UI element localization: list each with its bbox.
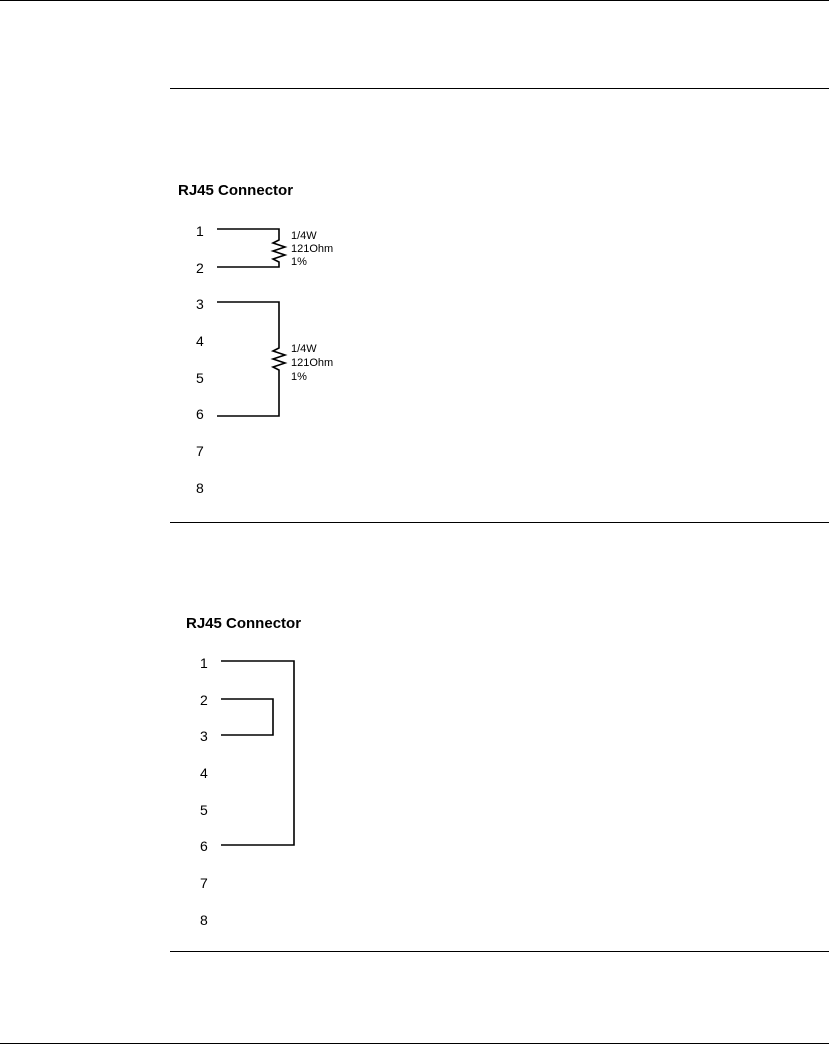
pin-label-6: 6 — [196, 406, 204, 422]
pin-label-7: 7 — [196, 443, 204, 459]
pin-label-4: 4 — [200, 765, 208, 781]
pin-label-6: 6 — [200, 838, 208, 854]
pin-label-4: 4 — [196, 333, 204, 349]
pin-label-2: 2 — [196, 260, 204, 276]
resistor-1-circuit — [217, 229, 285, 267]
loop-wire-pin2-pin3 — [221, 699, 273, 735]
resistor-1-tolerance: 1% — [291, 256, 307, 268]
resistor-2-power: 1/4W — [291, 343, 317, 355]
resistor-1-resistance: 121Ohm — [291, 243, 334, 255]
connector-title: RJ45 Connector — [186, 615, 302, 632]
rj45-diagram-loopback — [186, 615, 301, 928]
pin-label-1: 1 — [200, 655, 208, 671]
pin-label-7: 7 — [200, 875, 208, 891]
resistor-2-resistance: 121Ohm — [291, 357, 334, 369]
pin-label-1: 1 — [196, 223, 204, 239]
pin-label-2: 2 — [200, 692, 208, 708]
pin-label-3: 3 — [196, 296, 204, 312]
pin-label-3: 3 — [200, 728, 208, 744]
pin-label-8: 8 — [196, 480, 204, 496]
connector-title: RJ45 Connector — [178, 182, 294, 199]
resistor-1-power: 1/4W — [291, 230, 317, 242]
loop-wire-pin1-pin6 — [221, 661, 294, 845]
pin-label-5: 5 — [200, 802, 208, 818]
rj45-diagram-terminator-resistors — [178, 182, 333, 496]
resistor-2-tolerance: 1% — [291, 371, 307, 383]
pin-label-5: 5 — [196, 370, 204, 386]
resistor-2-circuit — [217, 302, 285, 416]
pin-label-8: 8 — [200, 912, 208, 928]
